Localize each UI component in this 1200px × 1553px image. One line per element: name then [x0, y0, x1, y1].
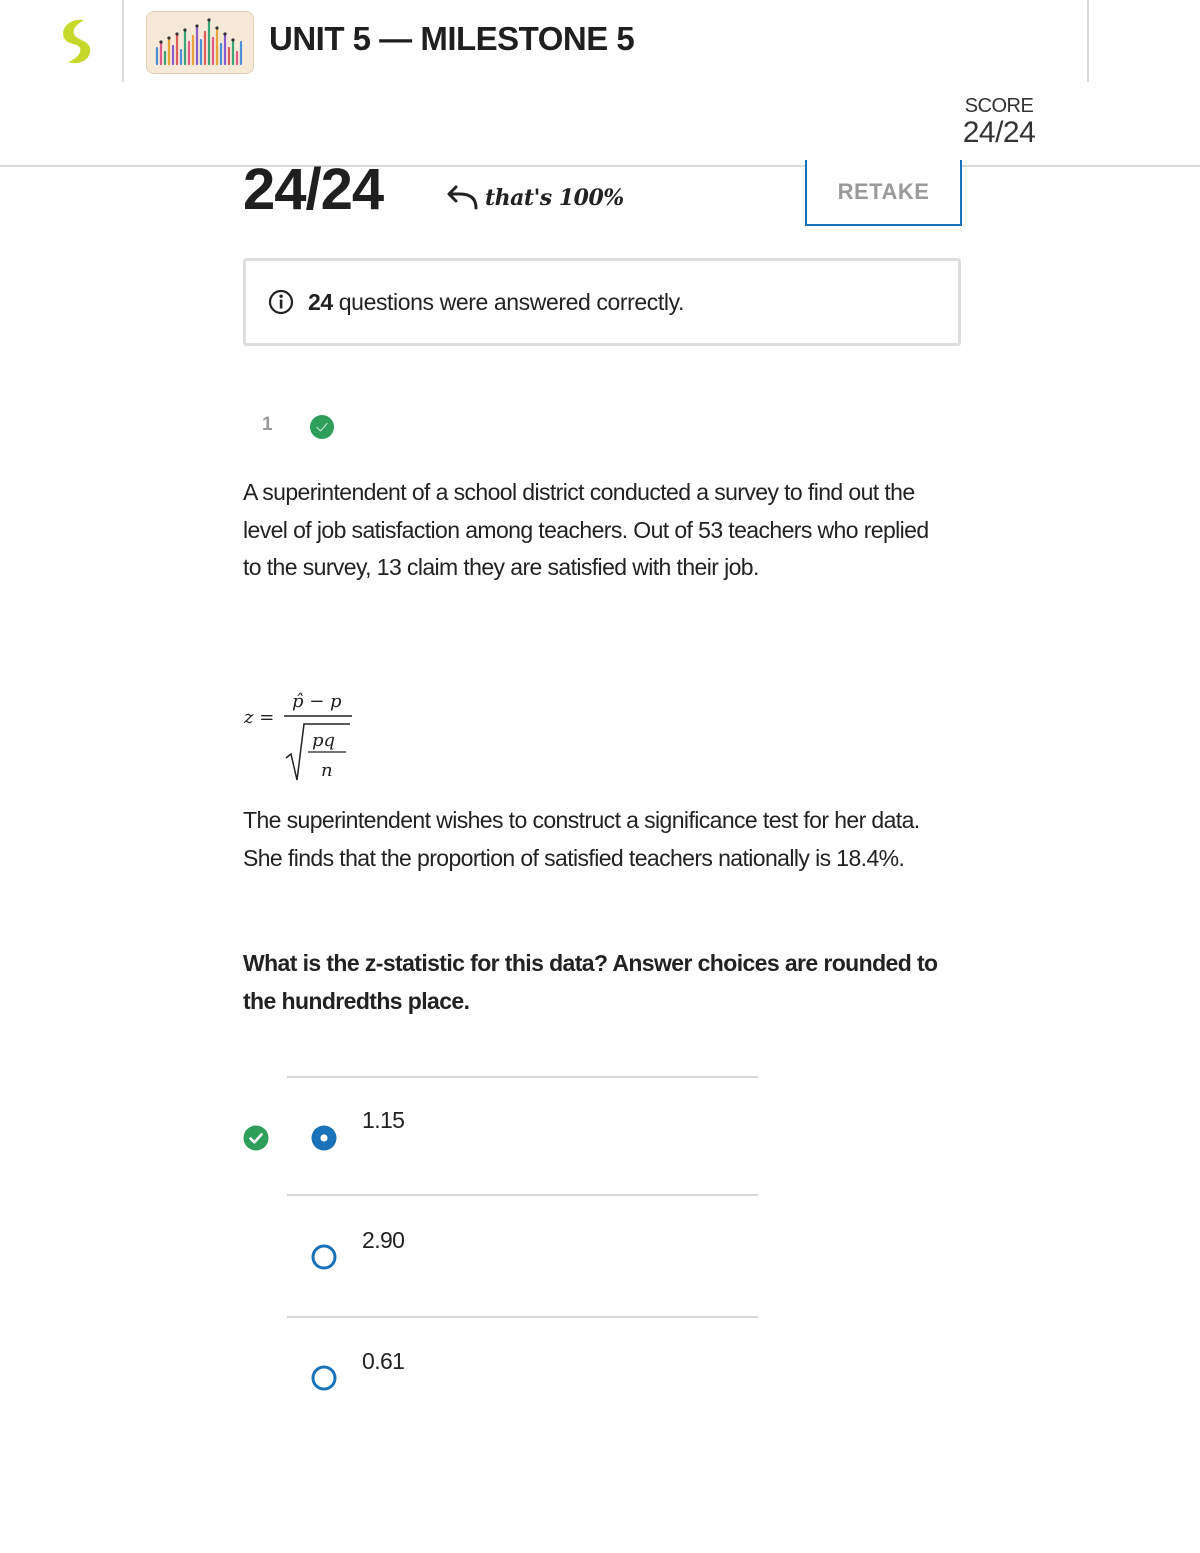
- score-value: 24/24: [962, 116, 1036, 149]
- answer-divider: [287, 1076, 758, 1078]
- header-divider-right: [1087, 0, 1089, 82]
- answer-label[interactable]: 1.15: [362, 1107, 405, 1133]
- question-number: 1: [262, 414, 273, 435]
- header-divider-left: [122, 0, 124, 82]
- z-statistic-formula: [242, 678, 357, 788]
- score-annotation: that's 100%: [485, 185, 624, 211]
- check-circle-icon: [243, 1125, 269, 1151]
- formula-numerator: p̂ − p: [292, 691, 342, 712]
- results-info-banner: [243, 258, 961, 346]
- answer-divider: [287, 1316, 758, 1318]
- header-score: [944, 95, 1054, 150]
- answer-radio[interactable]: [311, 1244, 337, 1270]
- curved-back-arrow-icon: [444, 184, 480, 212]
- score-label: SCORE: [964, 95, 1034, 117]
- info-message: questions were answered correctly.: [332, 288, 684, 315]
- check-circle-icon: [309, 414, 335, 440]
- final-score: 24/24: [243, 157, 384, 222]
- info-text: [308, 289, 684, 316]
- answer-radio-selected[interactable]: [311, 1125, 337, 1151]
- top-bar: [0, 0, 1200, 167]
- formula-inner-numerator: pq: [312, 730, 336, 751]
- formula-lhs: z =: [244, 707, 275, 728]
- info-count: 24: [308, 288, 333, 315]
- answer-radio[interactable]: [311, 1365, 337, 1391]
- sophia-logo-icon[interactable]: [54, 16, 98, 68]
- info-icon: [268, 289, 294, 315]
- question-prompt: What is the z-statistic for this data? Answer choices are rounded to the hundredths place.: [243, 950, 938, 1014]
- unit-title: UNIT 5 — MILESTONE 5: [269, 20, 635, 57]
- formula-inner-denominator: n: [321, 760, 333, 781]
- retake-button[interactable]: RETAKE: [805, 160, 962, 226]
- answer-divider: [287, 1194, 758, 1196]
- answer-label[interactable]: 2.90: [362, 1227, 405, 1253]
- question-paragraph-1: A superintendent of a school district conducted a survey to find out the level of job satisfaction among teachers. Out of 53 teachers who replied to the survey, 13 claim they are satisfied with their job.: [243, 479, 929, 580]
- statistics-thumbnail-icon: [146, 11, 254, 74]
- question-paragraph-2: The superintendent wishes to construct a significance test for her data. She finds that the proportion of satisfied teachers nationally is 18.4%.: [243, 807, 920, 871]
- answer-label[interactable]: 0.61: [362, 1348, 405, 1374]
